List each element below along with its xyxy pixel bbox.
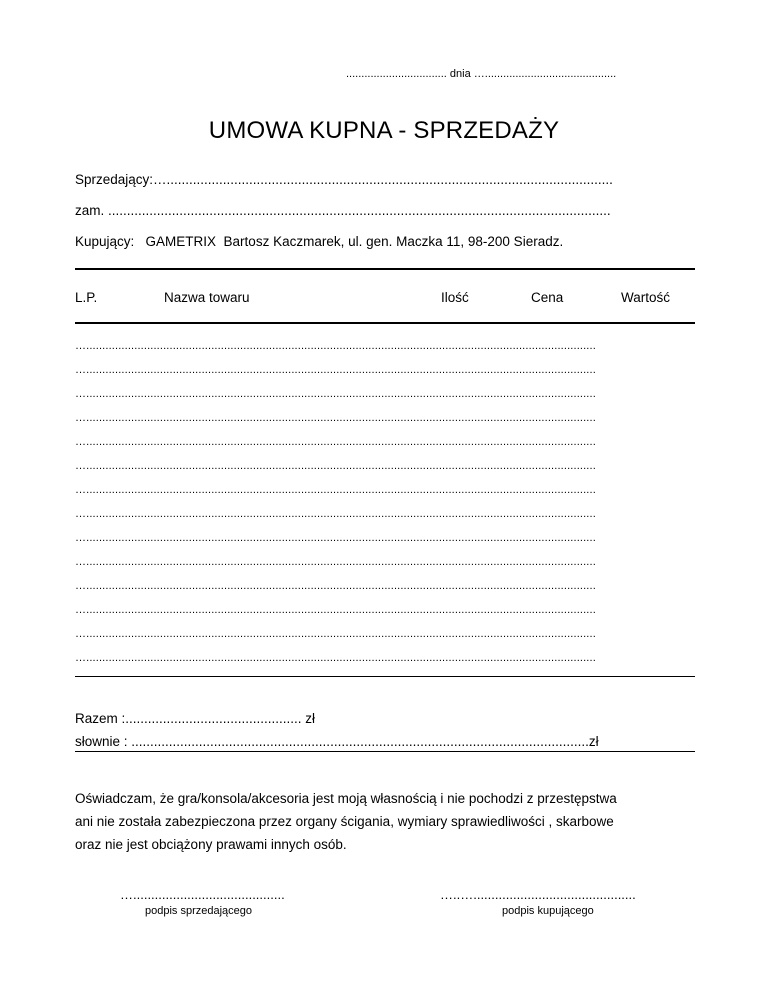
column-header-price: Cena (531, 290, 564, 305)
table-row: …............................................................................................................................................................... (75, 484, 596, 496)
table-bottom-rule (75, 676, 695, 677)
total-sum-line: Razem :............................................... zł (75, 711, 316, 726)
table-row: …............................................................................................................................................................... (75, 652, 596, 664)
seller-signature-line: ….......................................... (120, 887, 285, 902)
column-header-name: Nazwa towaru (164, 290, 250, 305)
column-header-qty: Ilość (441, 290, 469, 305)
table-header-rule (75, 322, 695, 324)
table-row: …............................................................................................................................................................... (75, 532, 596, 544)
table-row: …............................................................................................................................................................... (75, 340, 596, 352)
table-row: …............................................................................................................................................................... (75, 388, 596, 400)
table-row: …............................................................................................................................................................... (75, 580, 596, 592)
table-top-rule (75, 268, 695, 270)
seller-line: Sprzedający:…....................................................................................................................... (75, 172, 613, 187)
statement-line: Oświadczam, że gra/konsola/akcesoria jest moją własnością i nie pochodzi z przestępstwa (75, 791, 617, 806)
totals-rule (75, 751, 695, 752)
column-header-lp: L.P. (75, 290, 98, 305)
buyer-signature-label: podpis kupującego (502, 905, 594, 917)
column-header-value: Wartość (621, 290, 671, 305)
buyer-line: Kupujący: GAMETRIX Bartosz Kaczmarek, ul. gen. Maczka 11, 98-200 Sieradz. (75, 234, 564, 249)
table-row: …............................................................................................................................................................... (75, 364, 596, 376)
table-row: …............................................................................................................................................................... (75, 436, 596, 448)
seller-signature-label: podpis sprzedającego (145, 905, 253, 917)
table-row: …............................................................................................................................................................... (75, 628, 596, 640)
statement-line: ani nie została zabezpieczona przez organy ścigania, wymiary sprawiedliwości , skarbowe (75, 814, 614, 829)
table-row: …............................................................................................................................................................... (75, 508, 596, 520)
table-row: …............................................................................................................................................................... (75, 460, 596, 472)
table-row: …............................................................................................................................................................... (75, 556, 596, 568)
buyer-signature-line: …..…............................................. (440, 887, 636, 902)
date-line: ................................. dnia …........................................... (346, 68, 617, 80)
table-row: …............................................................................................................................................................... (75, 604, 596, 616)
total-words-line: słownie : ..........................................................................................................................zł (75, 734, 599, 749)
document-title: UMOWA KUPNA - SPRZEDAŻY (208, 117, 560, 144)
address-line: zam. ...................................................................................................................................... (75, 203, 611, 218)
statement-line: oraz nie jest obciążony prawami innych osób. (75, 837, 347, 852)
table-row: …............................................................................................................................................................... (75, 412, 596, 424)
